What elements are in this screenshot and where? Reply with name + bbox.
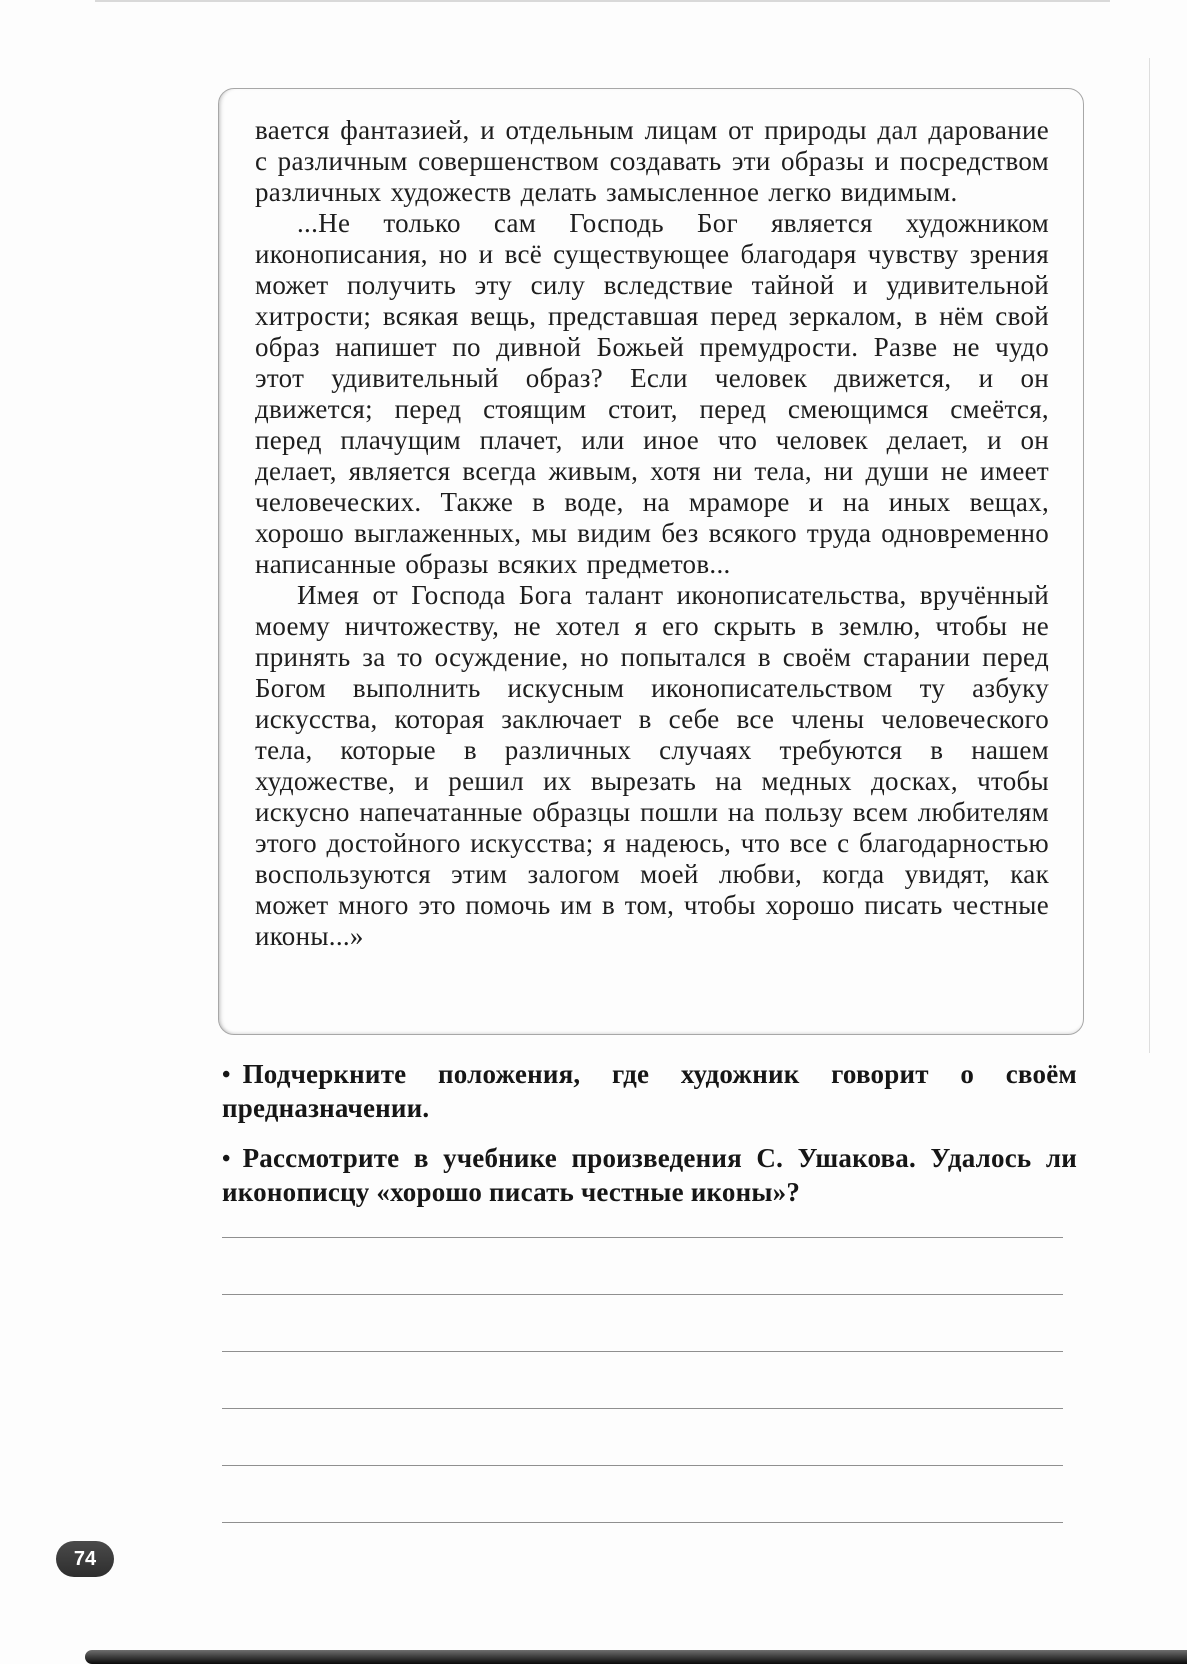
page-number: 74 [73, 1547, 97, 1570]
page-number-badge [56, 1541, 114, 1577]
task-text: Подчеркните положения, где художник говорит о своём предназначении. [222, 1059, 1077, 1123]
task-text: Рассмотрите в учебнике произведения С. Ушакова. Удалось ли иконописцу «хорошо писать честные иконы»? [222, 1143, 1077, 1207]
answer-line [222, 1181, 1063, 1238]
answer-line [222, 1409, 1063, 1466]
answer-line [222, 1238, 1063, 1295]
answer-line [222, 1352, 1063, 1409]
answer-line [222, 1295, 1063, 1352]
quote-paragraph: ...Не только сам Господь Бог является художником иконописания, но и всё существующее благодаря чувству зрения может получить эту силу вследствие тайной и удивительной хитрости; всякая вещь, представшая перед зеркалом, в нём свой образ напишет по дивной Божьей премудрости. Разве не чудо этот удивительный образ? Если человек движется, и он движется; перед стоящим стоит, перед смеющимся смеётся, перед плачущим плачет, или иное что человек делает, и он делает, является всегда живым, хотя ни тела, ни души не имеет человеческих. Также в воде, на мраморе и на иных вещах, хорошо выглаженных, мы видим без всякого труда одновременно написанные образы всяких предметов... [255, 208, 1049, 579]
quote-box [218, 88, 1084, 1035]
quote-paragraph: Имея от Господа Бога талант иконописательства, вручённый моему ничтожеству, не хотел я его скрыть в землю, чтобы не принять за то осуждение, но попытался в своём старании перед Богом выполнить искусным иконописательством ту азбуку искусства, которая заключает в себе все члены человеческого тела, которые в различных случаях требуются в нашем художестве, и решил их вырезать на медных досках, чтобы искусно напечатанные образцы пошли на пользу всем любителям этого достойного искусства; я надеюсь, что все с благодарностью воспользуются этим залогом моей любви, когда увидят, как может много это помочь им в том, чтобы хорошо писать честные иконы...» [255, 580, 1049, 951]
bullet-icon: • [222, 1062, 231, 1088]
answer-lines [222, 1181, 1063, 1523]
quote-paragraph: вается фантазией, и отдельным лицам от природы дал дарование с различным совершенством создавать эти образы и посредством различных художеств делать замысленное легко видимым. [255, 115, 1049, 207]
page-bottom-shadow [85, 1650, 1187, 1664]
page-top-edge [95, 0, 1110, 2]
answer-line [222, 1466, 1063, 1523]
bullet-icon: • [222, 1146, 231, 1172]
page-right-edge [1149, 58, 1150, 1053]
task-item [222, 1058, 1077, 1124]
